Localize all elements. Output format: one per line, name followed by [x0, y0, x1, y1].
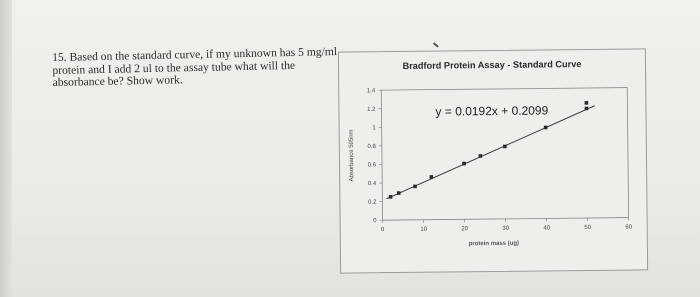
plot-area	[339, 49, 647, 272]
data-point	[397, 191, 401, 195]
y-tick-label: 1	[372, 125, 376, 132]
x-tick-label: 20	[461, 226, 469, 233]
data-point	[430, 175, 434, 179]
x-tick-label: 10	[420, 226, 428, 233]
trendline	[386, 106, 596, 199]
data-point	[462, 162, 466, 166]
standard-curve-chart	[338, 48, 648, 273]
y-tick-label: 0.2	[368, 199, 377, 206]
x-tick-label: 50	[584, 224, 592, 232]
y-tick-label: 1.2	[367, 106, 376, 113]
background-edge	[0, 0, 12, 297]
data-point	[503, 145, 507, 149]
data-point	[585, 101, 589, 105]
y-tick-label: 0.6	[367, 162, 377, 169]
y-tick-label: 0	[373, 218, 377, 225]
trendline-equation: y = 0.0192x + 0.2099	[435, 103, 549, 119]
x-tick-label: 30	[502, 225, 510, 232]
y-tick-label: 0.4	[367, 181, 377, 188]
chart-title: Bradford Protein Assay - Standard Curve	[402, 59, 582, 71]
data-point	[389, 195, 393, 199]
y-tick-label: 0.8	[367, 143, 376, 151]
data-point	[544, 126, 548, 130]
x-tick-label: 40	[543, 225, 551, 232]
data-point	[585, 107, 589, 111]
y-axis-label: Absorbance 595nm	[348, 129, 356, 182]
x-tick-label: 60	[625, 224, 633, 231]
question-text: 15. Based on the standard curve, if my unknown has 5 mg/ml protein and I add 2 ul to the assay tube what will the absorbance be? Show work.	[51, 45, 338, 90]
x-tick-label: 0	[381, 227, 385, 234]
data-point	[479, 154, 483, 158]
x-axis-label: protein mass (ug)	[468, 240, 520, 248]
data-point	[413, 185, 417, 189]
y-tick-label: 1.4	[366, 88, 376, 95]
